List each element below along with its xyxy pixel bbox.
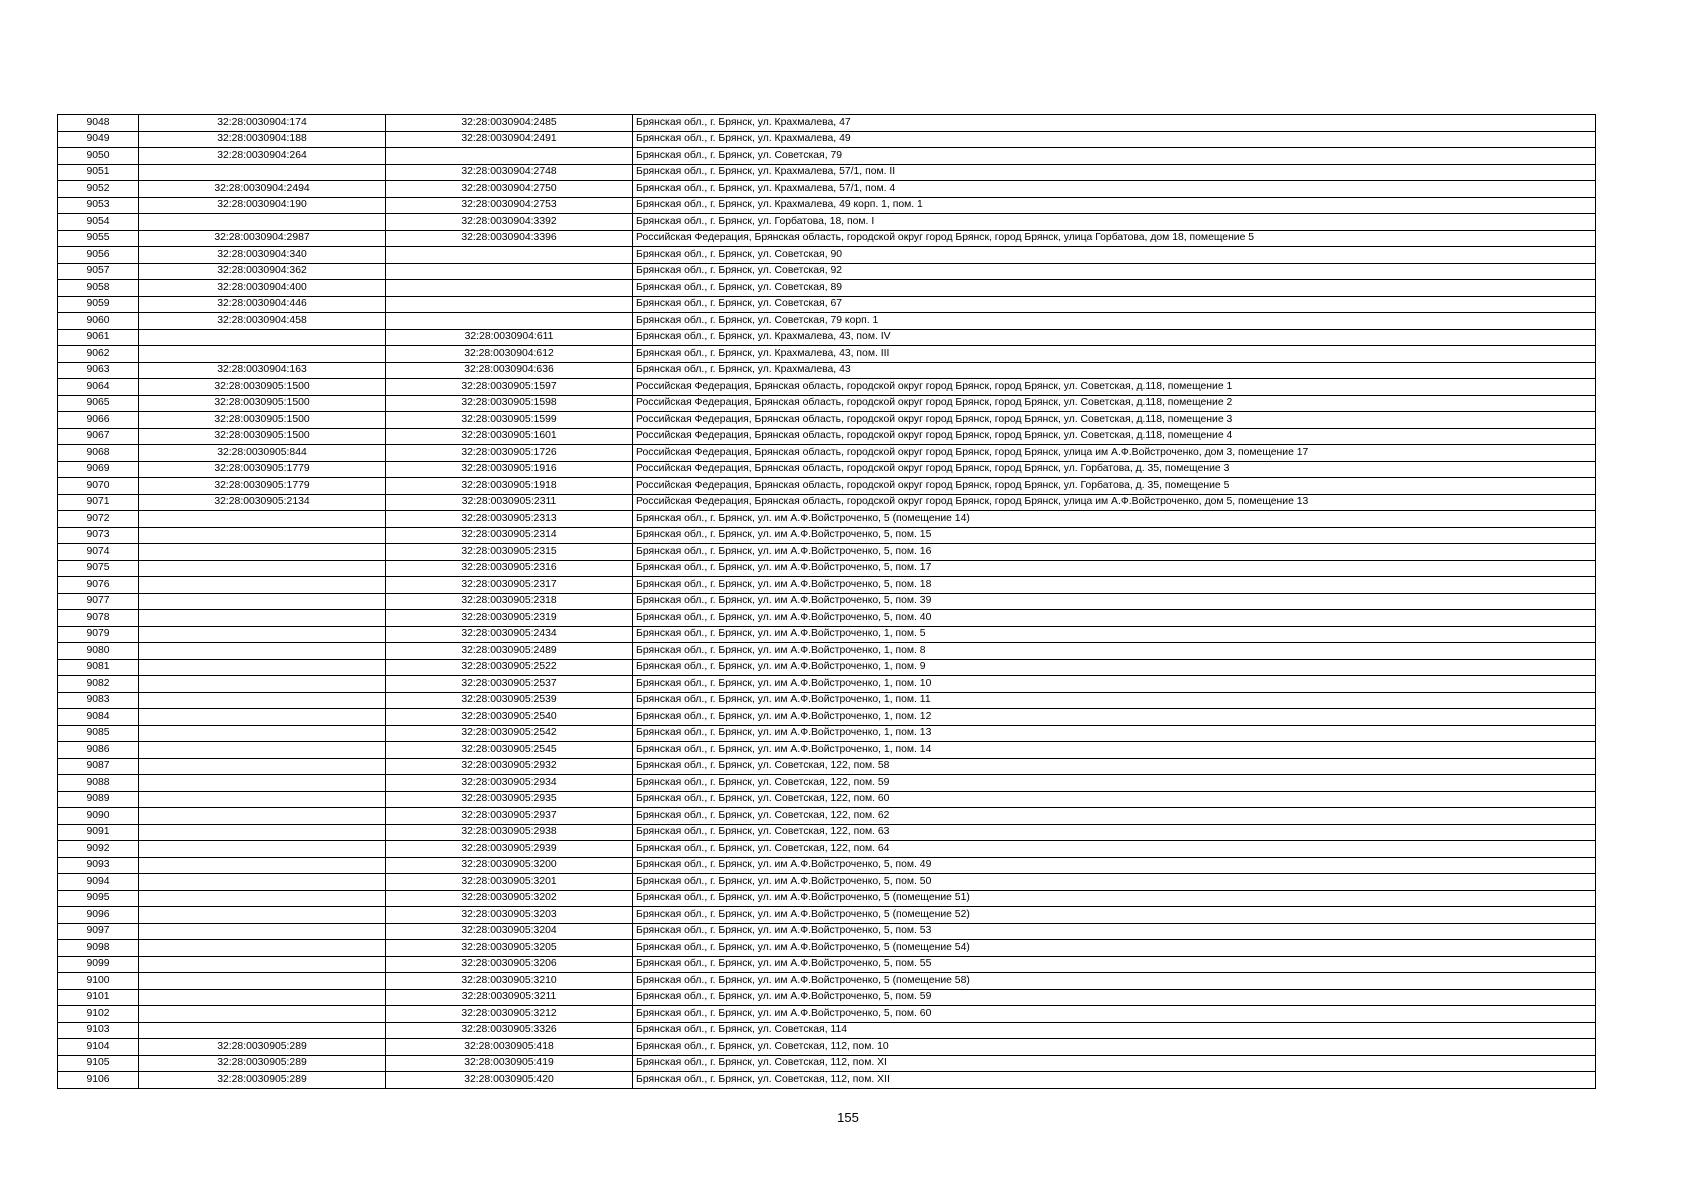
parcel-cadastral-cell — [139, 593, 386, 610]
parcel-cadastral-cell — [139, 560, 386, 577]
address-cell: Брянская обл., г. Брянск, ул. им А.Ф.Войстроченко, 5, пом. 60 — [633, 1006, 1596, 1023]
table-row — [58, 923, 1596, 940]
address-cell: Брянская обл., г. Брянск, ул. им А.Ф.Войстроченко, 5, пом. 18 — [633, 577, 1596, 594]
address-cell: Брянская обл., г. Брянск, ул. Советская, 89 — [633, 280, 1596, 297]
row-number-cell: 9106 — [58, 1072, 139, 1089]
address-cell: Российская Федерация, Брянская область, городской округ город Брянск, город Брянск, ул. Советская, д.118, помещение 3 — [633, 412, 1596, 429]
row-number-cell: 9093 — [58, 857, 139, 874]
row-number-cell: 9104 — [58, 1039, 139, 1056]
parcel-cadastral-cell — [139, 544, 386, 561]
parcel-cadastral-cell — [139, 643, 386, 660]
object-cadastral-cell: 32:28:0030904:636 — [386, 362, 633, 379]
object-cadastral-cell: 32:28:0030905:3211 — [386, 989, 633, 1006]
object-cadastral-cell — [386, 313, 633, 330]
parcel-cadastral-cell: 32:28:0030905:1500 — [139, 428, 386, 445]
row-number-cell: 9061 — [58, 329, 139, 346]
row-number-cell: 9053 — [58, 197, 139, 214]
address-cell: Брянская обл., г. Брянск, ул. Советская, 90 — [633, 247, 1596, 264]
table-row — [58, 659, 1596, 676]
parcel-cadastral-cell — [139, 824, 386, 841]
object-cadastral-cell: 32:28:0030905:3200 — [386, 857, 633, 874]
table-row — [58, 445, 1596, 462]
parcel-cadastral-cell: 32:28:0030905:1500 — [139, 412, 386, 429]
table-row — [58, 527, 1596, 544]
object-cadastral-cell: 32:28:0030905:2935 — [386, 791, 633, 808]
address-cell: Брянская обл., г. Брянск, ул. Советская, 92 — [633, 263, 1596, 280]
parcel-cadastral-cell — [139, 329, 386, 346]
table-row — [58, 808, 1596, 825]
parcel-cadastral-cell — [139, 1006, 386, 1023]
address-cell: Брянская обл., г. Брянск, ул. Крахмалева, 47 — [633, 115, 1596, 132]
address-cell: Брянская обл., г. Брянск, ул. Советская, 122, пом. 59 — [633, 775, 1596, 792]
parcel-cadastral-cell — [139, 989, 386, 1006]
table-row — [58, 1022, 1596, 1039]
address-cell: Брянская обл., г. Брянск, ул. Крахмалева, 43, пом. IV — [633, 329, 1596, 346]
row-number-cell: 9059 — [58, 296, 139, 313]
table-row — [58, 758, 1596, 775]
address-cell: Брянская обл., г. Брянск, ул. им А.Ф.Войстроченко, 1, пом. 14 — [633, 742, 1596, 759]
table-row — [58, 164, 1596, 181]
row-number-cell: 9091 — [58, 824, 139, 841]
object-cadastral-cell: 32:28:0030905:3204 — [386, 923, 633, 940]
address-cell: Брянская обл., г. Брянск, ул. Крахмалева, 49 корп. 1, пом. 1 — [633, 197, 1596, 214]
parcel-cadastral-cell — [139, 742, 386, 759]
row-number-cell: 9078 — [58, 610, 139, 627]
object-cadastral-cell — [386, 296, 633, 313]
registry-table-body — [58, 115, 1596, 1089]
parcel-cadastral-cell — [139, 164, 386, 181]
address-cell: Брянская обл., г. Брянск, ул. Советская, 79 — [633, 148, 1596, 165]
table-row — [58, 544, 1596, 561]
object-cadastral-cell: 32:28:0030905:3203 — [386, 907, 633, 924]
row-number-cell: 9082 — [58, 676, 139, 693]
table-row — [58, 610, 1596, 627]
parcel-cadastral-cell — [139, 890, 386, 907]
object-cadastral-cell: 32:28:0030905:2522 — [386, 659, 633, 676]
object-cadastral-cell: 32:28:0030904:612 — [386, 346, 633, 363]
parcel-cadastral-cell — [139, 874, 386, 891]
row-number-cell: 9056 — [58, 247, 139, 264]
table-row — [58, 214, 1596, 231]
object-cadastral-cell: 32:28:0030905:1597 — [386, 379, 633, 396]
parcel-cadastral-cell — [139, 775, 386, 792]
object-cadastral-cell: 32:28:0030905:2434 — [386, 626, 633, 643]
address-cell: Брянская обл., г. Брянск, ул. Советская, 114 — [633, 1022, 1596, 1039]
table-row — [58, 874, 1596, 891]
object-cadastral-cell: 32:28:0030905:2311 — [386, 494, 633, 511]
address-cell: Брянская обл., г. Брянск, ул. им А.Ф.Войстроченко, 5, пом. 39 — [633, 593, 1596, 610]
table-row — [58, 247, 1596, 264]
object-cadastral-cell: 32:28:0030905:3210 — [386, 973, 633, 990]
table-row — [58, 379, 1596, 396]
parcel-cadastral-cell: 32:28:0030905:289 — [139, 1055, 386, 1072]
parcel-cadastral-cell: 32:28:0030904:2987 — [139, 230, 386, 247]
address-cell: Брянская обл., г. Брянск, ул. Советская, 67 — [633, 296, 1596, 313]
table-row — [58, 1055, 1596, 1072]
parcel-cadastral-cell — [139, 907, 386, 924]
address-cell: Брянская обл., г. Брянск, ул. им А.Ф.Войстроченко, 5, пом. 40 — [633, 610, 1596, 627]
row-number-cell: 9067 — [58, 428, 139, 445]
row-number-cell: 9099 — [58, 956, 139, 973]
object-cadastral-cell: 32:28:0030905:2937 — [386, 808, 633, 825]
address-cell: Российская Федерация, Брянская область, городской округ город Брянск, город Брянск, ул. Горбатова, д. 35, помещение 3 — [633, 461, 1596, 478]
parcel-cadastral-cell — [139, 758, 386, 775]
object-cadastral-cell: 32:28:0030904:3396 — [386, 230, 633, 247]
object-cadastral-cell: 32:28:0030905:2319 — [386, 610, 633, 627]
table-row — [58, 824, 1596, 841]
parcel-cadastral-cell: 32:28:0030904:362 — [139, 263, 386, 280]
parcel-cadastral-cell — [139, 577, 386, 594]
parcel-cadastral-cell: 32:28:0030904:264 — [139, 148, 386, 165]
row-number-cell: 9068 — [58, 445, 139, 462]
address-cell: Брянская обл., г. Брянск, ул. Советская, 112, пом. XI — [633, 1055, 1596, 1072]
parcel-cadastral-cell — [139, 346, 386, 363]
object-cadastral-cell — [386, 148, 633, 165]
row-number-cell: 9051 — [58, 164, 139, 181]
table-row — [58, 890, 1596, 907]
object-cadastral-cell: 32:28:0030905:2489 — [386, 643, 633, 660]
parcel-cadastral-cell — [139, 725, 386, 742]
row-number-cell: 9079 — [58, 626, 139, 643]
table-row — [58, 329, 1596, 346]
address-cell: Брянская обл., г. Брянск, ул. Крахмалева, 49 — [633, 131, 1596, 148]
object-cadastral-cell: 32:28:0030905:2313 — [386, 511, 633, 528]
parcel-cadastral-cell — [139, 956, 386, 973]
row-number-cell: 9052 — [58, 181, 139, 198]
table-row — [58, 907, 1596, 924]
parcel-cadastral-cell — [139, 808, 386, 825]
row-number-cell: 9048 — [58, 115, 139, 132]
object-cadastral-cell: 32:28:0030905:1598 — [386, 395, 633, 412]
address-cell: Брянская обл., г. Брянск, ул. им А.Ф.Войстроченко, 5, пом. 17 — [633, 560, 1596, 577]
object-cadastral-cell: 32:28:0030905:2317 — [386, 577, 633, 594]
address-cell: Российская Федерация, Брянская область, городской округ город Брянск, город Брянск, ул. Советская, д.118, помещение 4 — [633, 428, 1596, 445]
object-cadastral-cell: 32:28:0030905:2938 — [386, 824, 633, 841]
parcel-cadastral-cell: 32:28:0030905:289 — [139, 1072, 386, 1089]
table-row — [58, 395, 1596, 412]
object-cadastral-cell: 32:28:0030905:2934 — [386, 775, 633, 792]
object-cadastral-cell: 32:28:0030905:2545 — [386, 742, 633, 759]
row-number-cell: 9050 — [58, 148, 139, 165]
object-cadastral-cell: 32:28:0030905:2540 — [386, 709, 633, 726]
row-number-cell: 9095 — [58, 890, 139, 907]
parcel-cadastral-cell — [139, 1022, 386, 1039]
parcel-cadastral-cell: 32:28:0030904:458 — [139, 313, 386, 330]
row-number-cell: 9101 — [58, 989, 139, 1006]
address-cell: Брянская обл., г. Брянск, ул. им А.Ф.Войстроченко, 1, пом. 13 — [633, 725, 1596, 742]
row-number-cell: 9085 — [58, 725, 139, 742]
address-cell: Российская Федерация, Брянская область, городской округ город Брянск, город Брянск, улица Горбатова, дом 18, помещение 5 — [633, 230, 1596, 247]
table-row — [58, 676, 1596, 693]
table-row — [58, 692, 1596, 709]
row-number-cell: 9070 — [58, 478, 139, 495]
parcel-cadastral-cell: 32:28:0030904:2494 — [139, 181, 386, 198]
object-cadastral-cell: 32:28:0030905:1918 — [386, 478, 633, 495]
parcel-cadastral-cell — [139, 791, 386, 808]
object-cadastral-cell: 32:28:0030904:3392 — [386, 214, 633, 231]
table-row — [58, 181, 1596, 198]
address-cell: Брянская обл., г. Брянск, ул. им А.Ф.Войстроченко, 1, пом. 8 — [633, 643, 1596, 660]
parcel-cadastral-cell — [139, 973, 386, 990]
object-cadastral-cell: 32:28:0030905:3202 — [386, 890, 633, 907]
object-cadastral-cell: 32:28:0030904:2750 — [386, 181, 633, 198]
object-cadastral-cell: 32:28:0030905:418 — [386, 1039, 633, 1056]
parcel-cadastral-cell — [139, 940, 386, 957]
table-row — [58, 791, 1596, 808]
row-number-cell: 9100 — [58, 973, 139, 990]
object-cadastral-cell: 32:28:0030905:2318 — [386, 593, 633, 610]
address-cell: Брянская обл., г. Брянск, ул. Советская, 112, пом. 10 — [633, 1039, 1596, 1056]
table-row — [58, 313, 1596, 330]
table-row — [58, 1072, 1596, 1089]
row-number-cell: 9069 — [58, 461, 139, 478]
parcel-cadastral-cell: 32:28:0030905:1500 — [139, 395, 386, 412]
table-row — [58, 115, 1596, 132]
parcel-cadastral-cell — [139, 527, 386, 544]
address-cell: Брянская обл., г. Брянск, ул. Крахмалева, 43 — [633, 362, 1596, 379]
row-number-cell: 9077 — [58, 593, 139, 610]
row-number-cell: 9087 — [58, 758, 139, 775]
table-row — [58, 742, 1596, 759]
address-cell: Брянская обл., г. Брянск, ул. Советская, 112, пом. XII — [633, 1072, 1596, 1089]
address-cell: Российская Федерация, Брянская область, городской округ город Брянск, город Брянск, ул. Горбатова, д. 35, помещение 5 — [633, 478, 1596, 495]
object-cadastral-cell: 32:28:0030905:2542 — [386, 725, 633, 742]
object-cadastral-cell: 32:28:0030905:419 — [386, 1055, 633, 1072]
address-cell: Брянская обл., г. Брянск, ул. Советская, 122, пом. 62 — [633, 808, 1596, 825]
row-number-cell: 9090 — [58, 808, 139, 825]
address-cell: Брянская обл., г. Брянск, ул. им А.Ф.Войстроченко, 5, пом. 59 — [633, 989, 1596, 1006]
row-number-cell: 9063 — [58, 362, 139, 379]
table-row — [58, 973, 1596, 990]
parcel-cadastral-cell: 32:28:0030904:400 — [139, 280, 386, 297]
row-number-cell: 9080 — [58, 643, 139, 660]
table-row — [58, 989, 1596, 1006]
address-cell: Брянская обл., г. Брянск, ул. им А.Ф.Войстроченко, 5 (помещение 52) — [633, 907, 1596, 924]
object-cadastral-cell: 32:28:0030905:2537 — [386, 676, 633, 693]
table-row — [58, 148, 1596, 165]
address-cell: Брянская обл., г. Брянск, ул. Советская, 79 корп. 1 — [633, 313, 1596, 330]
address-cell: Российская Федерация, Брянская область, городской округ город Брянск, город Брянск, улица им А.Ф.Войстроченко, дом 5, помещение 13 — [633, 494, 1596, 511]
table-row — [58, 857, 1596, 874]
row-number-cell: 9083 — [58, 692, 139, 709]
table-row — [58, 362, 1596, 379]
object-cadastral-cell — [386, 247, 633, 264]
row-number-cell: 9072 — [58, 511, 139, 528]
row-number-cell: 9075 — [58, 560, 139, 577]
parcel-cadastral-cell: 32:28:0030905:289 — [139, 1039, 386, 1056]
row-number-cell: 9103 — [58, 1022, 139, 1039]
table-row — [58, 841, 1596, 858]
table-row — [58, 593, 1596, 610]
object-cadastral-cell: 32:28:0030905:1599 — [386, 412, 633, 429]
address-cell: Российская Федерация, Брянская область, городской округ город Брянск, город Брянск, улица им А.Ф.Войстроченко, дом 3, помещение 17 — [633, 445, 1596, 462]
table-row — [58, 511, 1596, 528]
parcel-cadastral-cell: 32:28:0030904:163 — [139, 362, 386, 379]
row-number-cell: 9102 — [58, 1006, 139, 1023]
row-number-cell: 9105 — [58, 1055, 139, 1072]
table-row — [58, 577, 1596, 594]
row-number-cell: 9074 — [58, 544, 139, 561]
object-cadastral-cell: 32:28:0030905:2932 — [386, 758, 633, 775]
table-row — [58, 131, 1596, 148]
object-cadastral-cell: 32:28:0030904:2753 — [386, 197, 633, 214]
parcel-cadastral-cell — [139, 626, 386, 643]
parcel-cadastral-cell: 32:28:0030905:1779 — [139, 461, 386, 478]
address-cell: Брянская обл., г. Брянск, ул. им А.Ф.Войстроченко, 5 (помещение 51) — [633, 890, 1596, 907]
object-cadastral-cell: 32:28:0030904:611 — [386, 329, 633, 346]
object-cadastral-cell: 32:28:0030905:1916 — [386, 461, 633, 478]
row-number-cell: 9097 — [58, 923, 139, 940]
object-cadastral-cell: 32:28:0030905:2539 — [386, 692, 633, 709]
object-cadastral-cell: 32:28:0030905:420 — [386, 1072, 633, 1089]
table-row — [58, 725, 1596, 742]
row-number-cell: 9073 — [58, 527, 139, 544]
address-cell: Брянская обл., г. Брянск, ул. Горбатова, 18, пом. I — [633, 214, 1596, 231]
address-cell: Брянская обл., г. Брянск, ул. Крахмалева, 43, пом. III — [633, 346, 1596, 363]
row-number-cell: 9057 — [58, 263, 139, 280]
object-cadastral-cell: 32:28:0030905:3201 — [386, 874, 633, 891]
row-number-cell: 9098 — [58, 940, 139, 957]
address-cell: Брянская обл., г. Брянск, ул. им А.Ф.Войстроченко, 5 (помещение 54) — [633, 940, 1596, 957]
parcel-cadastral-cell: 32:28:0030904:188 — [139, 131, 386, 148]
object-cadastral-cell: 32:28:0030905:1726 — [386, 445, 633, 462]
row-number-cell: 9055 — [58, 230, 139, 247]
row-number-cell: 9081 — [58, 659, 139, 676]
table-row — [58, 428, 1596, 445]
parcel-cadastral-cell: 32:28:0030905:844 — [139, 445, 386, 462]
object-cadastral-cell: 32:28:0030904:2491 — [386, 131, 633, 148]
object-cadastral-cell: 32:28:0030905:3206 — [386, 956, 633, 973]
object-cadastral-cell: 32:28:0030905:3212 — [386, 1006, 633, 1023]
row-number-cell: 9084 — [58, 709, 139, 726]
object-cadastral-cell: 32:28:0030905:1601 — [386, 428, 633, 445]
registry-table — [57, 114, 1596, 1089]
address-cell: Брянская обл., г. Брянск, ул. Советская, 122, пом. 63 — [633, 824, 1596, 841]
parcel-cadastral-cell — [139, 676, 386, 693]
table-row — [58, 709, 1596, 726]
table-row — [58, 346, 1596, 363]
object-cadastral-cell: 32:28:0030905:3326 — [386, 1022, 633, 1039]
table-row — [58, 643, 1596, 660]
table-row — [58, 296, 1596, 313]
table-row — [58, 263, 1596, 280]
table-row — [58, 560, 1596, 577]
address-cell: Брянская обл., г. Брянск, ул. им А.Ф.Войстроченко, 1, пом. 9 — [633, 659, 1596, 676]
parcel-cadastral-cell — [139, 857, 386, 874]
address-cell: Брянская обл., г. Брянск, ул. Советская, 122, пом. 58 — [633, 758, 1596, 775]
row-number-cell: 9062 — [58, 346, 139, 363]
row-number-cell: 9096 — [58, 907, 139, 924]
table-row — [58, 1006, 1596, 1023]
parcel-cadastral-cell: 32:28:0030905:2134 — [139, 494, 386, 511]
object-cadastral-cell — [386, 280, 633, 297]
address-cell: Российская Федерация, Брянская область, городской округ город Брянск, город Брянск, ул. Советская, д.118, помещение 2 — [633, 395, 1596, 412]
table-row — [58, 956, 1596, 973]
address-cell: Брянская обл., г. Брянск, ул. им А.Ф.Войстроченко, 1, пом. 11 — [633, 692, 1596, 709]
address-cell: Брянская обл., г. Брянск, ул. им А.Ф.Войстроченко, 5, пом. 53 — [633, 923, 1596, 940]
page-number: 155 — [837, 1110, 859, 1125]
address-cell: Брянская обл., г. Брянск, ул. им А.Ф.Войстроченко, 5, пом. 55 — [633, 956, 1596, 973]
row-number-cell: 9058 — [58, 280, 139, 297]
table-row — [58, 412, 1596, 429]
object-cadastral-cell: 32:28:0030905:2314 — [386, 527, 633, 544]
row-number-cell: 9060 — [58, 313, 139, 330]
table-row — [58, 1039, 1596, 1056]
row-number-cell: 9049 — [58, 131, 139, 148]
address-cell: Российская Федерация, Брянская область, городской округ город Брянск, город Брянск, ул. Советская, д.118, помещение 1 — [633, 379, 1596, 396]
row-number-cell: 9076 — [58, 577, 139, 594]
row-number-cell: 9065 — [58, 395, 139, 412]
table-row — [58, 461, 1596, 478]
parcel-cadastral-cell: 32:28:0030904:340 — [139, 247, 386, 264]
address-cell: Брянская обл., г. Брянск, ул. им А.Ф.Войстроченко, 5, пом. 16 — [633, 544, 1596, 561]
table-row — [58, 940, 1596, 957]
address-cell: Брянская обл., г. Брянск, ул. Советская, 122, пом. 64 — [633, 841, 1596, 858]
parcel-cadastral-cell: 32:28:0030904:190 — [139, 197, 386, 214]
parcel-cadastral-cell — [139, 923, 386, 940]
parcel-cadastral-cell — [139, 692, 386, 709]
parcel-cadastral-cell — [139, 511, 386, 528]
address-cell: Брянская обл., г. Брянск, ул. им А.Ф.Войстроченко, 5, пом. 50 — [633, 874, 1596, 891]
address-cell: Брянская обл., г. Брянск, ул. Крахмалева, 57/1, пом. II — [633, 164, 1596, 181]
parcel-cadastral-cell: 32:28:0030905:1779 — [139, 478, 386, 495]
row-number-cell: 9094 — [58, 874, 139, 891]
parcel-cadastral-cell: 32:28:0030905:1500 — [139, 379, 386, 396]
address-cell: Брянская обл., г. Брянск, ул. Советская, 122, пом. 60 — [633, 791, 1596, 808]
row-number-cell: 9071 — [58, 494, 139, 511]
table-row — [58, 478, 1596, 495]
address-cell: Брянская обл., г. Брянск, ул. им А.Ф.Войстроченко, 1, пом. 5 — [633, 626, 1596, 643]
table-row — [58, 280, 1596, 297]
row-number-cell: 9066 — [58, 412, 139, 429]
row-number-cell: 9089 — [58, 791, 139, 808]
parcel-cadastral-cell — [139, 709, 386, 726]
table-row — [58, 230, 1596, 247]
row-number-cell: 9086 — [58, 742, 139, 759]
object-cadastral-cell: 32:28:0030905:2939 — [386, 841, 633, 858]
object-cadastral-cell: 32:28:0030905:2315 — [386, 544, 633, 561]
parcel-cadastral-cell — [139, 610, 386, 627]
table-row — [58, 626, 1596, 643]
parcel-cadastral-cell: 32:28:0030904:446 — [139, 296, 386, 313]
table-row — [58, 775, 1596, 792]
address-cell: Брянская обл., г. Брянск, ул. им А.Ф.Войстроченко, 1, пом. 10 — [633, 676, 1596, 693]
row-number-cell: 9088 — [58, 775, 139, 792]
table-row — [58, 197, 1596, 214]
address-cell: Брянская обл., г. Брянск, ул. им А.Ф.Войстроченко, 5, пом. 49 — [633, 857, 1596, 874]
table-row — [58, 494, 1596, 511]
object-cadastral-cell — [386, 263, 633, 280]
parcel-cadastral-cell — [139, 659, 386, 676]
parcel-cadastral-cell — [139, 841, 386, 858]
row-number-cell: 9064 — [58, 379, 139, 396]
row-number-cell: 9092 — [58, 841, 139, 858]
address-cell: Брянская обл., г. Брянск, ул. им А.Ф.Войстроченко, 5 (помещение 14) — [633, 511, 1596, 528]
parcel-cadastral-cell: 32:28:0030904:174 — [139, 115, 386, 132]
object-cadastral-cell: 32:28:0030904:2485 — [386, 115, 633, 132]
row-number-cell: 9054 — [58, 214, 139, 231]
object-cadastral-cell: 32:28:0030905:2316 — [386, 560, 633, 577]
address-cell: Брянская обл., г. Брянск, ул. им А.Ф.Войстроченко, 5 (помещение 58) — [633, 973, 1596, 990]
object-cadastral-cell: 32:28:0030905:3205 — [386, 940, 633, 957]
address-cell: Брянская обл., г. Брянск, ул. им А.Ф.Войстроченко, 1, пом. 12 — [633, 709, 1596, 726]
address-cell: Брянская обл., г. Брянск, ул. Крахмалева, 57/1, пом. 4 — [633, 181, 1596, 198]
address-cell: Брянская обл., г. Брянск, ул. им А.Ф.Войстроченко, 5, пом. 15 — [633, 527, 1596, 544]
parcel-cadastral-cell — [139, 214, 386, 231]
object-cadastral-cell: 32:28:0030904:2748 — [386, 164, 633, 181]
